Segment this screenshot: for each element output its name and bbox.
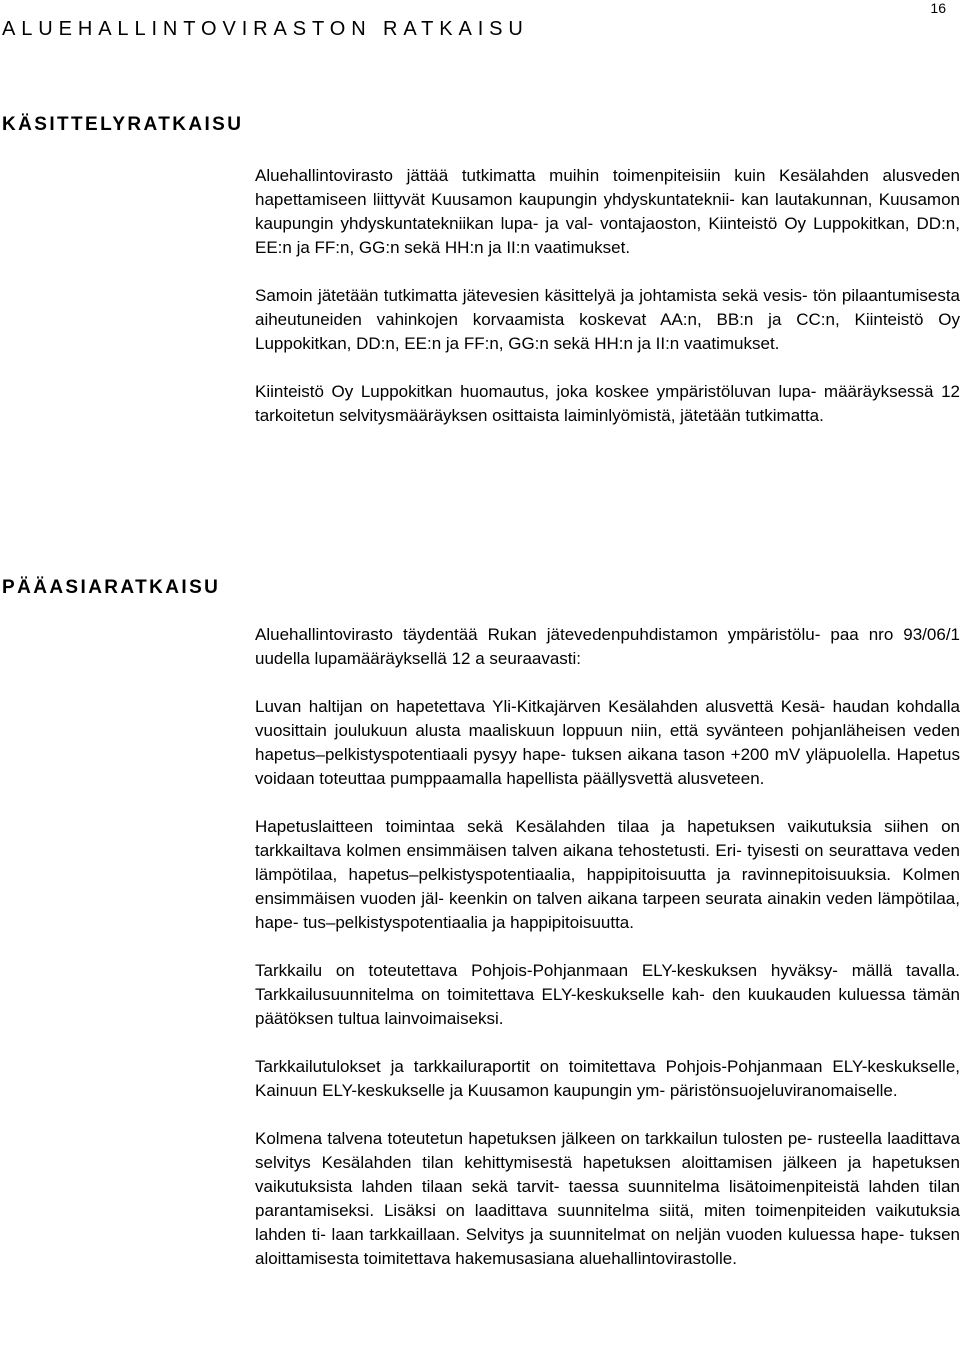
paragraph: Aluehallintovirasto täydentää Rukan jätevedenpuhdistamon ympäristölu- paa nro 93/06/1 uudella lupamääräyksellä 12 a seuraavasti:	[255, 625, 960, 668]
paragraph: Tarkkailutulokset ja tarkkailuraportit on toimitettava Pohjois-Pohjanmaan ELY-keskukselle, Kainuun ELY-keskukselle ja Kuusamon kaupungin ym- päristönsuojeluviranomaiselle.	[255, 1057, 960, 1100]
page-number: 16	[930, 0, 946, 16]
section-body-kasittelyratkaisu	[255, 164, 960, 428]
header-title: ALUEHALLINTOVIRASTON RATKAISU	[2, 18, 529, 40]
paragraph: Samoin jätetään tutkimatta jätevesien käsittelyä ja johtamista sekä vesis- tön pilaantumisesta aiheutuneiden vahinkojen korvaamista koskevat AA:n, BB:n ja CC:n, Kiinteistö Oy Luppokitkan, DD:n, EE:n ja FF:n, GG:n sekä HH:n ja II:n vaatimukset.	[255, 286, 960, 353]
section-heading-paaasiaratkaisu: PÄÄASIARATKAISU	[2, 577, 221, 598]
paragraph: Tarkkailu on toteutettava Pohjois-Pohjanmaan ELY-keskuksen hyväksy- mällä tavalla. Tarkkailusuunnitelma on toimitettava ELY-keskukselle kah- den kuukauden kuluessa tämän päätöksen tultua lainvoimaiseksi.	[255, 961, 960, 1028]
paragraph: Hapetuslaitteen toimintaa sekä Kesälahden tilaa ja hapetuksen vaikutuksia siihen on tarkkailtava kolmen ensimmäisen talven aikana tehostetusti. Eri- tyisesti on seurattava veden lämpötilaa, hapetus–pelkistyspotentiaalia, happipitoisuutta ja ravinnepitoisuuksia. Kolmen ensimmäisen vuoden jäl- keenkin on talven aikana tarpeen seurata ainakin veden lämpötilaa, hape- tus–pelkistyspotentiaalia ja happipitoisuutta.	[255, 817, 960, 932]
section-heading-kasittelyratkaisu: KÄSITTELYRATKAISU	[2, 114, 244, 135]
section-body-paaasiaratkaisu	[255, 623, 960, 1271]
paragraph: Luvan haltijan on hapetettava Yli-Kitkajärven Kesälahden alusvettä Kesä- haudan kohdalla vuosittain joulukuun alusta maaliskuun loppuun niin, että syvänteen pohjanläheisen veden hapetus–pelkistyspotentiaali pysyy hape- tuksen aikana tason +200 mV yläpuolella. Hapetus voidaan toteuttaa pumppaamalla hapellista päällysvettä alusveteen.	[255, 697, 960, 788]
paragraph: Aluehallintovirasto jättää tutkimatta muihin toimenpiteisiin kuin Kesälahden alusveden hapettamiseen liittyvät Kuusamon kaupungin yhdyskuntateknii- kan lautakunnan, Kuusamon kaupungin yhdyskuntatekniikan lupa- ja val- vontajaoston, Kiinteistö Oy Luppokitkan, DD:n, EE:n ja FF:n, GG:n sekä HH:n ja II:n vaatimukset.	[255, 166, 960, 257]
paragraph: Kiinteistö Oy Luppokitkan huomautus, joka koskee ympäristöluvan lupa- määräyksessä 12 tarkoitetun selvitysmääräyksen osittaista laiminlyömistä, jätetään tutkimatta.	[255, 382, 960, 425]
paragraph: Kolmena talvena toteutetun hapetuksen jälkeen on tarkkailun tulosten pe- rusteella laadittava selvitys Kesälahden tilan kehittymisestä hapetuksen aloittamisen jälkeen ja hapetuksen vaikutuksista lahden tilaan sekä tarvit- taessa suunnitelma lisätoimenpiteistä lahden tilan parantamiseksi. Lisäksi on laadittava suunnitelma siitä, miten toimenpiteiden vaikutuksia lahden ti- laan tarkkaillaan. Selvitys ja suunnitelmat on neljän vuoden kuluessa hape- tuksen aloittamisesta toimitettava hakemusasiana aluehallintovirastolle.	[255, 1129, 960, 1268]
